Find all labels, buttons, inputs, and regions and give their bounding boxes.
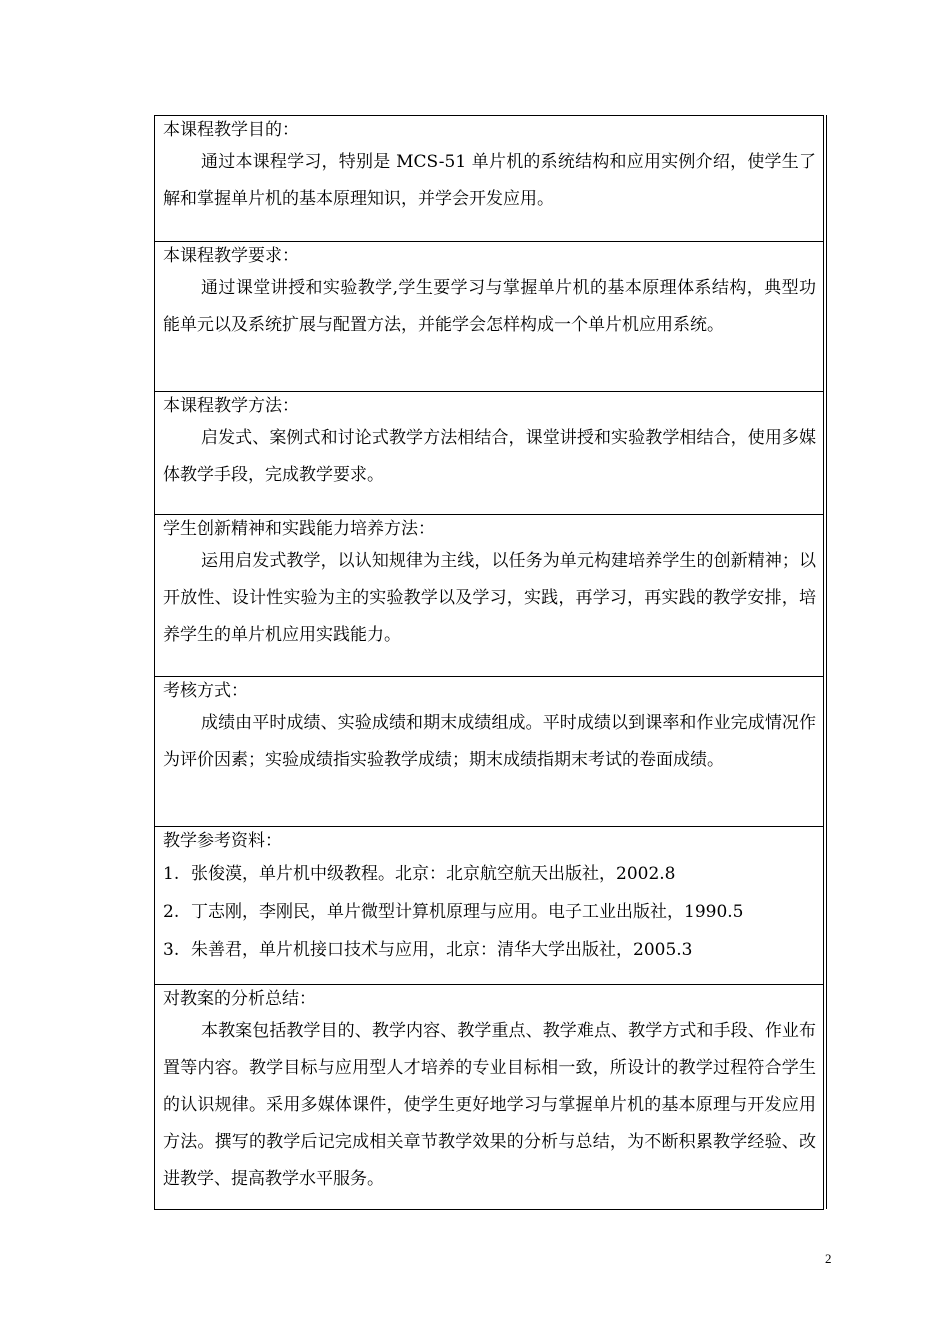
reference-item: [163, 893, 816, 931]
page-number: 2: [825, 1251, 832, 1266]
reference-text: 朱善君，单片机接口技术与应用，北京：清华大学出版社，2005.3: [191, 940, 693, 960]
section-body: 通过课堂讲授和实验教学,学生要学习与掌握单片机的基本原理体系结构，典型功能单元以及系统扩展与配置方法，并能学会怎样构成一个单片机应用系统。: [163, 278, 816, 335]
section-assessment: [155, 676, 823, 826]
section-heading: 学生创新精神和实践能力培养方法：: [163, 519, 435, 539]
section-references: [155, 826, 823, 984]
section-body: 通过本课程学习，特别是 MCS-51 单片机的系统结构和应用实例介绍，使学生了解和掌握单片机的基本原理知识，并学会开发应用。: [163, 152, 816, 209]
section-body: 启发式、案例式和讨论式教学方法相结合，课堂讲授和实验教学相结合，使用多媒体教学手段，完成教学要求。: [163, 428, 816, 485]
section-heading: 本课程教学目的：: [163, 120, 299, 140]
syllabus-table: [154, 115, 824, 1210]
section-heading: 对教案的分析总结：: [163, 989, 316, 1009]
section-body: 成绩由平时成绩、实验成绩和期末成绩组成。平时成绩以到课率和作业完成情况作为评价因素；实验成绩指实验教学成绩；期末成绩指期末考试的卷面成绩。: [163, 713, 816, 770]
section-teaching-requirements: [155, 241, 823, 391]
reference-text: 张俊漠，单片机中级教程。北京：北京航空航天出版社，2002.8: [191, 864, 676, 884]
reference-text: 丁志刚，李刚民，单片微型计算机原理与应用。电子工业出版社，1990.5: [191, 902, 744, 922]
reference-number: 3.: [163, 940, 180, 960]
reference-number: 2.: [163, 902, 180, 922]
section-body: 运用启发式教学，以认知规律为主线，以任务为单元构建培养学生的创新精神；以开放性、设计性实验为主的实验教学以及学习，实践，再学习，再实践的教学安排，培养学生的单片机应用实践能力。: [163, 551, 816, 645]
section-heading: 教学参考资料：: [163, 831, 282, 851]
section-summary: [155, 984, 823, 1209]
section-heading: 考核方式：: [163, 681, 248, 701]
section-body: 本教案包括教学目的、教学内容、教学重点、教学难点、教学方式和手段、作业布置等内容。教学目标与应用型人才培养的专业目标相一致，所设计的教学过程符合学生的认识规律。采用多媒体课件，使学生更好地学习与掌握单片机的基本原理与开发应用方法。撰写的教学后记完成相关章节教学效果的分析与总结，为不断积累教学经验、改进教学、提高教学水平服务。: [163, 1021, 816, 1189]
reference-number: 1.: [163, 864, 180, 884]
reference-item: [163, 931, 816, 969]
section-teaching-methods: [155, 391, 823, 514]
section-heading: 本课程教学方法：: [163, 396, 299, 416]
section-heading: 本课程教学要求：: [163, 246, 299, 266]
section-innovation-practice: [155, 514, 823, 676]
section-teaching-purpose: [155, 115, 823, 241]
reference-item: [163, 855, 816, 893]
